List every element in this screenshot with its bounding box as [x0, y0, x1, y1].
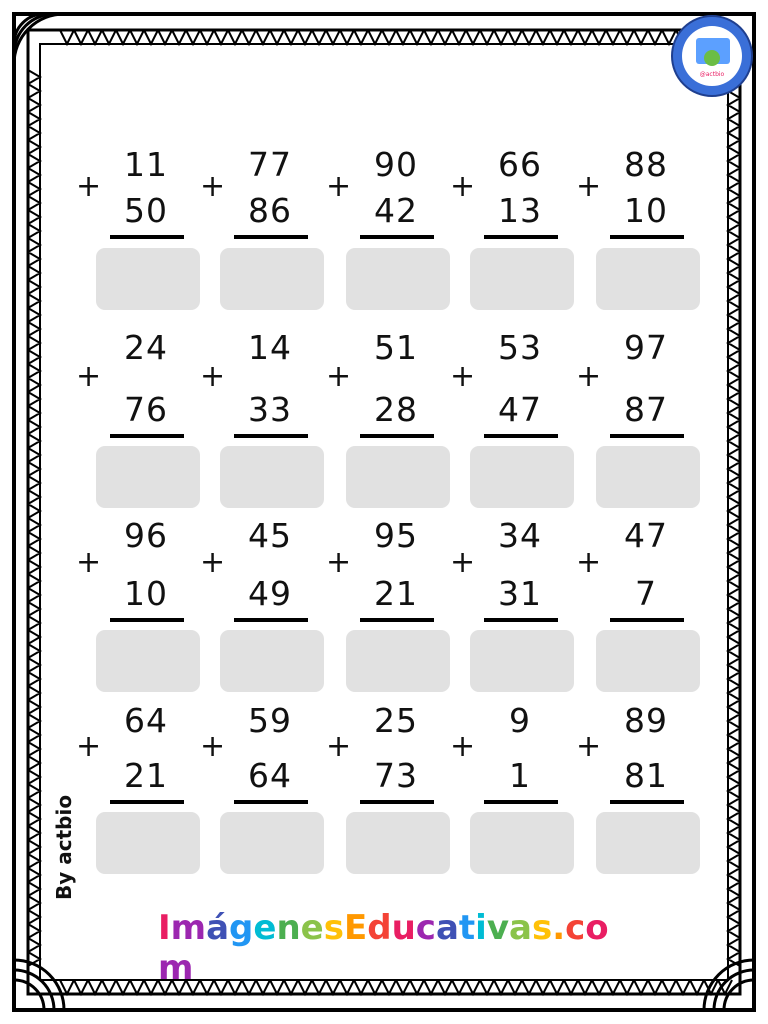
sum-line	[110, 800, 184, 804]
sum-line	[110, 434, 184, 438]
sum-line	[360, 618, 434, 622]
addend-top: 53	[498, 328, 542, 367]
sum-line	[360, 800, 434, 804]
addend-bottom: 13	[498, 191, 542, 230]
answer-box[interactable]	[596, 812, 700, 874]
addend-bottom: 86	[248, 191, 292, 230]
imageneseducativas-logo[interactable]	[670, 14, 754, 98]
sum-line	[110, 618, 184, 622]
brand-letter: c	[415, 908, 436, 948]
brand-letter: e	[300, 908, 324, 948]
sum-line	[610, 800, 684, 804]
answer-box[interactable]	[596, 446, 700, 508]
plus-sign: +	[326, 729, 352, 764]
brand-letter: a	[508, 908, 532, 948]
addend-top: 59	[248, 701, 292, 740]
answer-box[interactable]	[220, 630, 324, 692]
addend-top: 64	[124, 701, 168, 740]
sum-line	[360, 235, 434, 239]
brand-letter: E	[343, 908, 368, 948]
answer-box[interactable]	[470, 446, 574, 508]
brand-letter: g	[229, 908, 254, 948]
logo-sub-text: @actbio	[699, 71, 725, 78]
brand-letter: s	[323, 908, 344, 948]
addend-top: 9	[509, 701, 531, 740]
addend-bottom: 10	[624, 191, 668, 230]
plus-sign: +	[576, 729, 602, 764]
answer-box[interactable]	[220, 446, 324, 508]
addend-top: 47	[624, 516, 668, 555]
plus-sign: +	[200, 729, 226, 764]
plus-sign: +	[326, 359, 352, 394]
plus-sign: +	[200, 359, 226, 394]
answer-box[interactable]	[596, 248, 700, 310]
brand-letter: t	[458, 908, 476, 948]
answer-box[interactable]	[220, 248, 324, 310]
plus-sign: +	[450, 359, 476, 394]
plus-sign: +	[576, 359, 602, 394]
addend-top: 90	[374, 145, 418, 184]
brand-letter: m	[158, 948, 194, 988]
addend-bottom: 10	[124, 574, 168, 613]
plus-sign: +	[576, 169, 602, 204]
answer-box[interactable]	[96, 446, 200, 508]
answer-box[interactable]	[96, 248, 200, 310]
answer-box[interactable]	[346, 248, 450, 310]
sum-line	[484, 434, 558, 438]
plus-sign: +	[450, 545, 476, 580]
sum-line	[484, 235, 558, 239]
brand-letter: e	[253, 908, 277, 948]
addend-bottom: 81	[624, 756, 668, 795]
brand-letter: i	[475, 908, 487, 948]
plus-sign: +	[200, 169, 226, 204]
sum-line	[234, 618, 308, 622]
addend-top: 77	[248, 145, 292, 184]
addend-bottom: 73	[374, 756, 418, 795]
addend-bottom: 33	[248, 390, 292, 429]
sum-line	[484, 618, 558, 622]
brand-letter: .	[552, 908, 566, 948]
sum-line	[484, 800, 558, 804]
addend-bottom: 64	[248, 756, 292, 795]
plus-sign: +	[576, 545, 602, 580]
answer-box[interactable]	[470, 248, 574, 310]
answer-box[interactable]	[220, 812, 324, 874]
plus-sign: +	[76, 359, 102, 394]
brand-letter: á	[206, 908, 230, 948]
brand-letter: d	[367, 908, 392, 948]
addend-top: 96	[124, 516, 168, 555]
plus-sign: +	[76, 729, 102, 764]
answer-box[interactable]	[470, 812, 574, 874]
sum-line	[610, 235, 684, 239]
brand-footer[interactable]	[158, 908, 618, 988]
sum-line	[610, 618, 684, 622]
addend-top: 45	[248, 516, 292, 555]
addend-top: 88	[624, 145, 668, 184]
addend-top: 89	[624, 701, 668, 740]
answer-box[interactable]	[596, 630, 700, 692]
byline: By actbio	[52, 794, 76, 900]
addend-bottom: 28	[374, 390, 418, 429]
sum-line	[234, 434, 308, 438]
addend-bottom: 21	[374, 574, 418, 613]
addend-top: 14	[248, 328, 292, 367]
addend-top: 11	[124, 145, 168, 184]
addend-bottom: 47	[498, 390, 542, 429]
brand-letter: n	[276, 908, 301, 948]
addend-bottom: 76	[124, 390, 168, 429]
sum-line	[360, 434, 434, 438]
answer-box[interactable]	[346, 812, 450, 874]
plus-sign: +	[76, 545, 102, 580]
addend-top: 24	[124, 328, 168, 367]
addend-bottom: 7	[635, 574, 657, 613]
sum-line	[610, 434, 684, 438]
brand-letter: s	[531, 908, 553, 948]
addend-top: 34	[498, 516, 542, 555]
addend-bottom: 42	[374, 191, 418, 230]
brand-letter: c	[565, 908, 586, 948]
answer-box[interactable]	[96, 812, 200, 874]
addend-bottom: 31	[498, 574, 542, 613]
brand-letter: a	[435, 908, 459, 948]
brand-letter: v	[486, 908, 509, 948]
plus-sign: +	[326, 169, 352, 204]
plus-sign: +	[450, 169, 476, 204]
addend-bottom: 50	[124, 191, 168, 230]
addend-top: 97	[624, 328, 668, 367]
plus-sign: +	[326, 545, 352, 580]
addend-top: 66	[498, 145, 542, 184]
addend-top: 51	[374, 328, 418, 367]
sum-line	[234, 235, 308, 239]
addend-bottom: 21	[124, 756, 168, 795]
addend-top: 95	[374, 516, 418, 555]
plus-sign: +	[200, 545, 226, 580]
plus-sign: +	[76, 169, 102, 204]
answer-box[interactable]	[96, 630, 200, 692]
answer-box[interactable]	[470, 630, 574, 692]
brand-letter: I	[158, 908, 171, 948]
sum-line	[234, 800, 308, 804]
addend-bottom: 1	[509, 756, 531, 795]
addend-top: 25	[374, 701, 418, 740]
brand-letter: m	[170, 908, 207, 948]
brand-letter: u	[391, 908, 416, 948]
addend-bottom: 49	[248, 574, 292, 613]
plus-sign: +	[450, 729, 476, 764]
answer-box[interactable]	[346, 630, 450, 692]
addend-bottom: 87	[624, 390, 668, 429]
answer-box[interactable]	[346, 446, 450, 508]
brand-letter: o	[585, 908, 609, 948]
sum-line	[110, 235, 184, 239]
